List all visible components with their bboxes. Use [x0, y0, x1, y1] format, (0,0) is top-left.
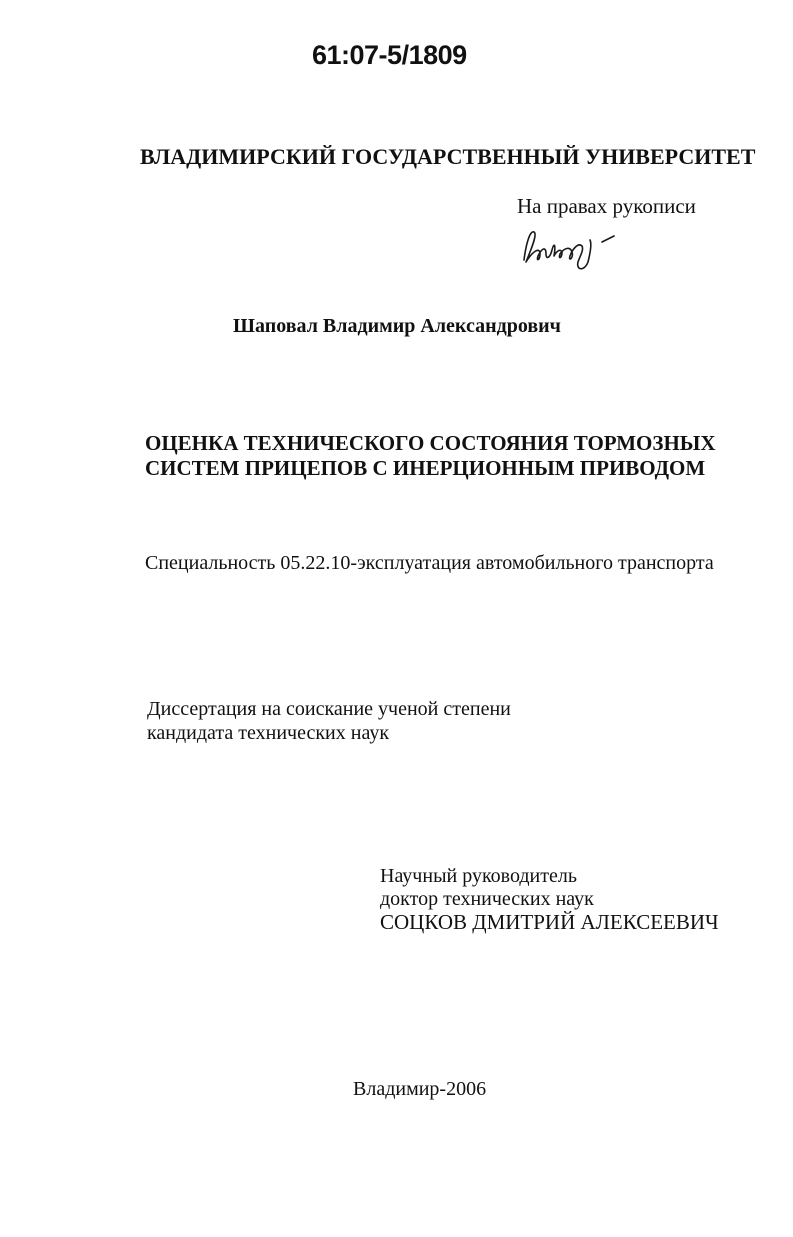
title-line-1: ОЦЕНКА ТЕХНИЧЕСКОГО СОСТОЯНИЯ ТОРМОЗНЫХ	[145, 431, 716, 455]
advisor-role: Научный руководитель	[380, 865, 577, 887]
advisor-degree: доктор технических наук	[380, 888, 594, 910]
handwritten-signature	[518, 222, 628, 274]
scientific-advisor	[380, 865, 719, 934]
degree-line-1: Диссертация на соискание ученой степени	[147, 698, 511, 720]
title-line-2: СИСТЕМ ПРИЦЕПОВ С ИНЕРЦИОННЫМ ПРИВОДОМ	[145, 456, 706, 480]
degree-line-2: кандидата технических наук	[147, 722, 390, 744]
degree-statement	[147, 697, 511, 745]
specialty: Специальность 05.22.10-эксплуатация автомобильного транспорта	[145, 552, 714, 574]
university-name: ВЛАДИМИРСКИЙ ГОСУДАРСТВЕННЫЙ УНИВЕРСИТЕТ	[140, 144, 756, 169]
author-name: Шаповал Владимир Александрович	[233, 315, 561, 337]
place-year: Владимир-2006	[353, 1078, 487, 1100]
dissertation-title	[145, 431, 716, 481]
advisor-name: СОЦКОВ ДМИТРИЙ АЛЕКСЕЕВИЧ	[380, 910, 719, 934]
rights-note: На правах рукописи	[517, 194, 696, 218]
catalog-number: 61:07-5/1809	[312, 40, 467, 70]
